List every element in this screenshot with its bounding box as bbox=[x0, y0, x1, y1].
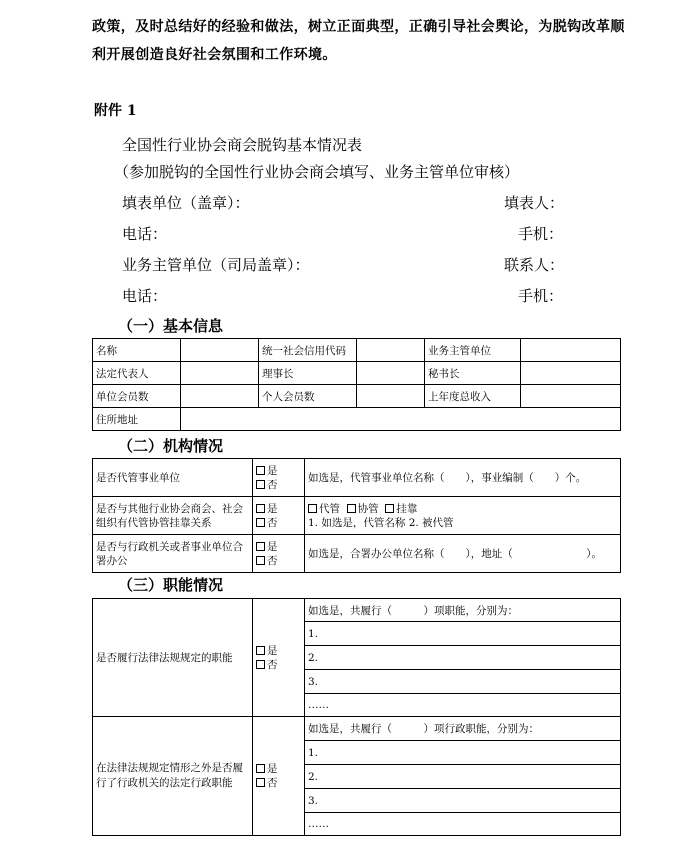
checkbox-icon[interactable] bbox=[256, 556, 265, 565]
checkbox-icon[interactable] bbox=[347, 504, 356, 513]
question-cell: 是否代管事业单位 bbox=[93, 459, 253, 497]
detail-cell: 如选是，合署办公单位名称（ ），地址（ ）。 bbox=[305, 535, 621, 573]
section-3-heading: （三）职能情况 bbox=[118, 576, 224, 594]
question-cell: 在法律法规规定情形之外是否履行了行政机关的法定行政职能 bbox=[93, 717, 253, 836]
function-item[interactable]: 2. bbox=[305, 646, 621, 670]
contact-label: 联系人： bbox=[504, 256, 565, 274]
cell-unit-members-value[interactable] bbox=[181, 385, 259, 408]
checkbox-icon[interactable] bbox=[256, 778, 265, 787]
yes-no-cell[interactable]: 是 否 bbox=[253, 599, 305, 717]
form-subtitle: （参加脱钩的全国性行业协会商会填写、业务主管单位审核） bbox=[114, 163, 520, 181]
basic-info-table bbox=[92, 338, 621, 431]
cell-secretary-value[interactable] bbox=[521, 362, 621, 385]
cell-credit-code-label: 统一社会信用代码 bbox=[259, 339, 357, 362]
question-cell: 是否履行法律法规规定的职能 bbox=[93, 599, 253, 717]
checkbox-icon[interactable] bbox=[308, 504, 317, 513]
yes-no-cell[interactable]: 是 否 bbox=[253, 717, 305, 836]
cell-income-value[interactable] bbox=[521, 385, 621, 408]
function-item[interactable]: 3. bbox=[305, 789, 621, 813]
yes-no-cell[interactable]: 是 否 bbox=[253, 535, 305, 573]
mobile-label-1: 手机： bbox=[518, 225, 564, 243]
table-row bbox=[93, 459, 621, 497]
supervisor-unit-label: 业务主管单位（司局盖章）： bbox=[122, 256, 310, 274]
table-row bbox=[93, 717, 621, 741]
function-item[interactable]: …… bbox=[305, 694, 621, 717]
cell-legal-rep-label: 法定代表人 bbox=[93, 362, 181, 385]
function-header-cell: 如选是，共履行（ ）项职能，分别为： bbox=[305, 599, 621, 622]
table-row bbox=[93, 385, 621, 408]
checkbox-icon[interactable] bbox=[385, 504, 394, 513]
table-row bbox=[93, 339, 621, 362]
detail-cell: 如选是，代管事业单位名称（ ），事业编制（ ）个。 bbox=[305, 459, 621, 497]
checkbox-icon[interactable] bbox=[256, 646, 265, 655]
fill-unit-label: 填表单位（盖章）： bbox=[122, 194, 250, 212]
checkbox-icon[interactable] bbox=[256, 518, 265, 527]
function-item[interactable]: 1. bbox=[305, 741, 621, 765]
table-row bbox=[93, 408, 621, 431]
cell-name-value[interactable] bbox=[181, 339, 259, 362]
checkbox-icon[interactable] bbox=[256, 542, 265, 551]
detail-cell: 代管 协管 挂靠 1. 如选是，代管名称 2. 被代管 bbox=[305, 497, 621, 535]
question-cell: 是否与行政机关或者事业单位合署办公 bbox=[93, 535, 253, 573]
cell-address-label: 住所地址 bbox=[93, 408, 181, 431]
cell-legal-rep-value[interactable] bbox=[181, 362, 259, 385]
cell-supervisor-label: 业务主管单位 bbox=[425, 339, 521, 362]
checkbox-icon[interactable] bbox=[256, 504, 265, 513]
section-2-heading: （二）机构情况 bbox=[118, 437, 224, 455]
cell-chairman-value[interactable] bbox=[357, 362, 425, 385]
checkbox-icon[interactable] bbox=[256, 480, 265, 489]
function-item[interactable]: 3. bbox=[305, 670, 621, 694]
function-item[interactable]: 1. bbox=[305, 622, 621, 646]
function-item[interactable]: …… bbox=[305, 813, 621, 836]
phone-label-1: 电话： bbox=[122, 225, 168, 243]
function-table bbox=[92, 598, 621, 836]
cell-income-label: 上年度总收入 bbox=[425, 385, 521, 408]
cell-individual-members-value[interactable] bbox=[357, 385, 425, 408]
cell-chairman-label: 理事长 bbox=[259, 362, 357, 385]
checkbox-icon[interactable] bbox=[256, 764, 265, 773]
function-item[interactable]: 2. bbox=[305, 765, 621, 789]
table-row bbox=[93, 599, 621, 622]
cell-name-label: 名称 bbox=[93, 339, 181, 362]
table-row bbox=[93, 362, 621, 385]
yes-no-cell[interactable]: 是 否 bbox=[253, 459, 305, 497]
intro-line-1: 政策，及时总结好的经验和做法，树立正面典型，正确引导社会舆论，为脱钩改革顺 bbox=[92, 19, 625, 35]
phone-label-2: 电话： bbox=[122, 287, 168, 305]
checkbox-icon[interactable] bbox=[256, 466, 265, 475]
cell-individual-members-label: 个人会员数 bbox=[259, 385, 357, 408]
function-header-cell: 如选是，共履行（ ）项行政职能，分别为： bbox=[305, 717, 621, 741]
filler-label: 填表人： bbox=[504, 194, 565, 212]
organization-table bbox=[92, 458, 621, 573]
cell-unit-members-label: 单位会员数 bbox=[93, 385, 181, 408]
intro-line-2: 利开展创造良好社会氛围和工作环境。 bbox=[92, 47, 337, 63]
form-title: 全国性行业协会商会脱钩基本情况表 bbox=[122, 136, 363, 154]
cell-address-value[interactable] bbox=[181, 408, 621, 431]
yes-no-cell[interactable]: 是 否 bbox=[253, 497, 305, 535]
cell-supervisor-value[interactable] bbox=[521, 339, 621, 362]
attachment-label: 附件 1 bbox=[94, 103, 137, 119]
cell-credit-code-value[interactable] bbox=[357, 339, 425, 362]
cell-secretary-label: 秘书长 bbox=[425, 362, 521, 385]
checkbox-icon[interactable] bbox=[256, 660, 265, 669]
table-row bbox=[93, 497, 621, 535]
table-row bbox=[93, 535, 621, 573]
question-cell: 是否与其他行业协会商会、社会组织有代管协管挂靠关系 bbox=[93, 497, 253, 535]
mobile-label-2: 手机： bbox=[518, 287, 564, 305]
section-1-heading: （一）基本信息 bbox=[118, 317, 224, 335]
